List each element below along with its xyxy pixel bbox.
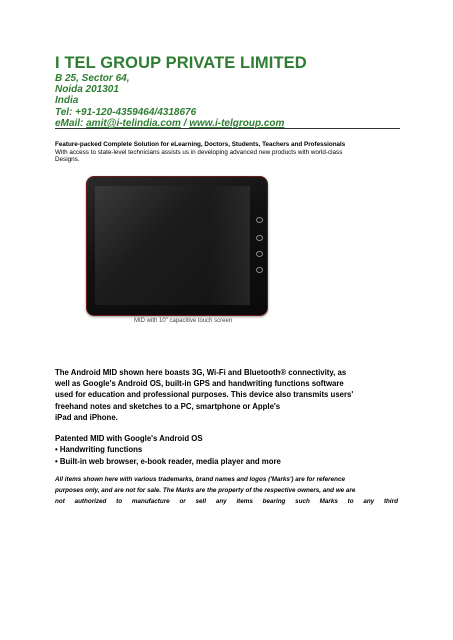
patented-section	[55, 433, 398, 467]
contact-separator: /	[180, 117, 190, 129]
bullet-item: • Built-in web browser, e-book reader, media player and more	[55, 456, 281, 466]
tablet-screen	[95, 186, 250, 305]
disclaimer-word: Marks	[319, 498, 338, 505]
disclaimer-word: sell	[195, 498, 207, 505]
description-line: freehand notes and sketches to a PC, smartphone or Apple's	[55, 401, 281, 411]
disclaimer-word: manufacture	[131, 498, 170, 505]
contact-block	[55, 73, 415, 129]
patented-title: Patented MID with Google's Android OS	[55, 434, 203, 443]
disclaimer-word: such	[295, 498, 310, 505]
disclaimer-line: purposes only, and are not for sale. The Marks are the property of the respective owners, and we are	[55, 487, 356, 494]
feature-text-1: With access to state-level technicians assists us in developing advanced new products with world-class	[55, 148, 343, 156]
description-line: iPad and iPhone.	[55, 412, 118, 422]
description-line: used for education and professional purposes. This device also transmits users'	[55, 390, 354, 400]
description-line: well as Google's Android OS, built-in GPS and handwriting functions software	[55, 379, 344, 389]
disclaimer-word: any	[215, 498, 227, 505]
disclaimer-word: not	[55, 498, 65, 505]
screen-glare	[210, 186, 250, 305]
bullet-item: • Handwriting functions	[55, 445, 143, 455]
disclaimer-line: All items shown here with various trademarks, brand names and logos ('Marks') are for reference	[55, 476, 345, 483]
telephone: Tel: +91-120-4359464/4318676	[55, 106, 197, 118]
feature-text-2: Designs.	[55, 156, 80, 164]
tablet-button-icon	[256, 267, 263, 273]
disclaimer-word: or	[179, 498, 186, 505]
header-divider	[55, 128, 400, 129]
address-line-3: India	[55, 95, 79, 107]
disclaimer-word: third	[383, 498, 398, 505]
disclaimer-word: bearing	[262, 498, 286, 505]
disclaimer-word: authorized	[74, 498, 107, 505]
disclaimer-line-justified	[55, 496, 398, 507]
email-prefix: eMail:	[55, 117, 87, 129]
disclaimer-word: to	[116, 498, 123, 505]
company-name: I TEL GROUP PRIVATE LIMITED	[55, 54, 307, 72]
tablet-button-icon	[256, 251, 263, 257]
image-caption: MID with 10" capacitive touch screen	[134, 318, 233, 324]
email-link[interactable]: amit@i-telindia.com	[86, 117, 181, 129]
tablet-button-icon	[256, 217, 263, 223]
feature-block	[55, 141, 405, 164]
disclaimer-word: to	[347, 498, 354, 505]
website-link[interactable]: www.i-telgroup.com	[189, 117, 285, 129]
description-paragraph	[55, 367, 398, 423]
tablet-button-icon	[256, 235, 263, 241]
disclaimer-word: items	[236, 498, 253, 505]
disclaimer-word: any	[363, 498, 375, 505]
disclaimer	[55, 474, 398, 507]
address-line-2: Noida 201301	[55, 84, 119, 96]
description-line: The Android MID shown here boasts 3G, Wi-Fi and Bluetooth® connectivity, as	[55, 368, 347, 377]
feature-title: Feature-packed Complete Solution for eLearning, Doctors, Students, Teachers and Professionals	[55, 141, 346, 148]
address-line-1: B 25, Sector 64,	[55, 73, 130, 84]
tablet-image	[86, 176, 268, 316]
